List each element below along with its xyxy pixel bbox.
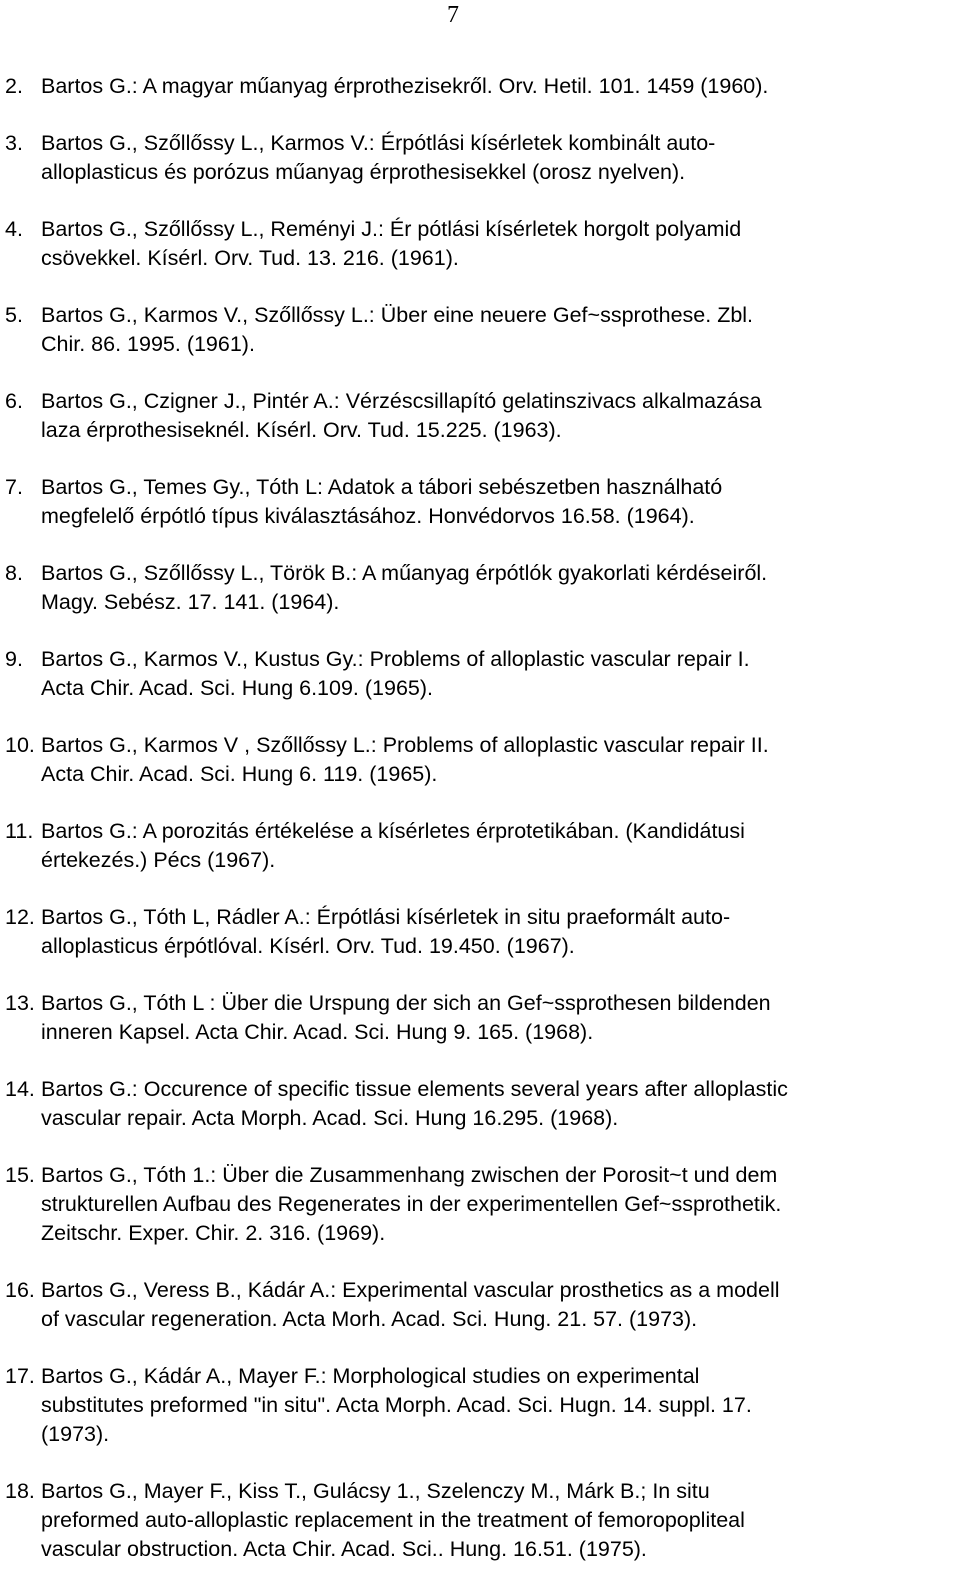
- reference-text-line: Bartos G.: Occurence of specific tissue elements several years after alloplastic: [41, 1077, 788, 1101]
- reference-text-line: Bartos G., Mayer F., Kiss T., Gulácsy 1., Szelenczy M., Márk B.; In situ: [41, 1479, 710, 1503]
- reference-number: 6.: [5, 389, 23, 413]
- reference-text-line: inneren Kapsel. Acta Chir. Acad. Sci. Hung 9. 165. (1968).: [41, 1020, 594, 1044]
- reference-text-line: Bartos G., Czigner J., Pintér A.: Vérzéscsillapító gelatinszivacs alkalmazása: [41, 389, 762, 413]
- reference-number: 2.: [5, 74, 23, 98]
- reference-number: 15.: [5, 1163, 35, 1187]
- reference-item: [0, 817, 960, 875]
- reference-text-line: megfelelő érpótló típus kiválasztásához. Honvédorvos 16.58. (1964).: [41, 504, 695, 528]
- reference-item: [0, 1075, 960, 1133]
- reference-text-line: Bartos G., Szőllőssy L., Reményi J.: Ér pótlási kísérletek horgolt polyamid: [41, 217, 742, 241]
- reference-number: 16.: [5, 1278, 35, 1302]
- reference-number: 3.: [5, 131, 23, 155]
- reference-item: [0, 731, 960, 789]
- reference-number: 17.: [5, 1364, 35, 1388]
- reference-item: [0, 559, 960, 617]
- reference-text-line: Bartos G., Tóth 1.: Über die Zusammenhang zwischen der Porosit~t und dem: [41, 1163, 778, 1187]
- reference-list: [0, 72, 960, 1592]
- reference-item: [0, 129, 960, 187]
- reference-text-line: Acta Chir. Acad. Sci. Hung 6.109. (1965).: [41, 676, 433, 700]
- reference-text-line: Bartos G., Veress B., Kádár A.: Experimental vascular prosthetics as a modell: [41, 1278, 780, 1302]
- reference-number: 7.: [5, 475, 23, 499]
- reference-text-line: Bartos G., Tóth L : Über die Urspung der sich an Gef~ssprothesen bildenden: [41, 991, 771, 1015]
- reference-text-line: Bartos G., Karmos V., Szőllőssy L.: Über eine neuere Gef~ssprothese. Zbl.: [41, 303, 754, 327]
- reference-text-line: (1973).: [41, 1422, 110, 1446]
- reference-text-line: Acta Chir. Acad. Sci. Hung 6. 119. (1965).: [41, 762, 438, 786]
- reference-text-line: alloplasticus és porózus műanyag érprothesisekkel (orosz nyelven).: [41, 160, 686, 184]
- reference-text-line: értekezés.) Pécs (1967).: [41, 848, 276, 872]
- reference-text-line: of vascular regeneration. Acta Morh. Acad. Sci. Hung. 21. 57. (1973).: [41, 1307, 698, 1331]
- reference-text-line: strukturellen Aufbau des Regenerates in der experimentellen Gef~ssprothetik.: [41, 1192, 782, 1216]
- reference-item: [0, 903, 960, 961]
- reference-text-line: Bartos G., Karmos V., Kustus Gy.: Problems of alloplastic vascular repair I.: [41, 647, 750, 671]
- reference-text-line: Bartos G., Tóth L, Rádler A.: Érpótlási kísérletek in situ praeformált auto-: [41, 905, 731, 929]
- reference-number: 13.: [5, 991, 35, 1015]
- reference-text-line: laza érprothesiseknél. Kísérl. Orv. Tud. 15.225. (1963).: [41, 418, 562, 442]
- reference-text-line: substitutes preformed "in situ". Acta Morph. Acad. Sci. Hugn. 14. suppl. 17.: [41, 1393, 752, 1417]
- reference-text-line: Bartos G., Kádár A., Mayer F.: Morphological studies on experimental: [41, 1364, 700, 1388]
- reference-item: [0, 989, 960, 1047]
- reference-item: [0, 1161, 960, 1248]
- reference-text-line: vascular repair. Acta Morph. Acad. Sci. Hung 16.295. (1968).: [41, 1106, 619, 1130]
- reference-number: 12.: [5, 905, 35, 929]
- page-number: 7: [447, 2, 459, 28]
- reference-text-line: Bartos G., Karmos V , Szőllőssy L.: Problems of alloplastic vascular repair II.: [41, 733, 769, 757]
- reference-number: 5.: [5, 303, 23, 327]
- reference-text-line: alloplasticus érpótlóval. Kísérl. Orv. Tud. 19.450. (1967).: [41, 934, 575, 958]
- reference-item: [0, 72, 960, 101]
- reference-text-line: Bartos G., Szőllőssy L., Karmos V.: Érpótlási kísérletek kombinált auto-: [41, 131, 716, 155]
- reference-text-line: Bartos G., Temes Gy., Tóth L: Adatok a tábori sebészetben használható: [41, 475, 723, 499]
- reference-number: 18.: [5, 1479, 35, 1503]
- reference-number: 10.: [5, 733, 35, 757]
- reference-item: [0, 215, 960, 273]
- reference-text-line: Chir. 86. 1995. (1961).: [41, 332, 255, 356]
- reference-text-line: preformed auto-alloplastic replacement in the treatment of femoropopliteal: [41, 1508, 745, 1532]
- reference-item: [0, 1477, 960, 1564]
- reference-text-line: Bartos G.: A porozitás értékelése a kísérletes érprotetikában. (Kandidátusi: [41, 819, 745, 843]
- reference-text-line: csövekkel. Kísérl. Orv. Tud. 13. 216. (1961).: [41, 246, 459, 270]
- reference-item: [0, 1276, 960, 1334]
- reference-number: 9.: [5, 647, 23, 671]
- reference-item: [0, 387, 960, 445]
- reference-number: 11.: [5, 819, 34, 843]
- reference-number: 8.: [5, 561, 23, 585]
- reference-text-line: vascular obstruction. Acta Chir. Acad. Sci.. Hung. 16.51. (1975).: [41, 1537, 647, 1561]
- reference-item: [0, 473, 960, 531]
- reference-item: [0, 645, 960, 703]
- reference-text-line: Bartos G.: A magyar műanyag érprothezisekről. Orv. Hetil. 101. 1459 (1960).: [41, 74, 769, 98]
- reference-text-line: Zeitschr. Exper. Chir. 2. 316. (1969).: [41, 1221, 386, 1245]
- reference-item: [0, 1362, 960, 1449]
- reference-text-line: Bartos G., Szőllőssy L., Török B.: A műanyag érpótlók gyakorlati kérdéseiről.: [41, 561, 768, 585]
- reference-number: 14.: [5, 1077, 35, 1101]
- reference-number: 4.: [5, 217, 23, 241]
- reference-item: [0, 301, 960, 359]
- reference-text-line: Magy. Sebész. 17. 141. (1964).: [41, 590, 340, 614]
